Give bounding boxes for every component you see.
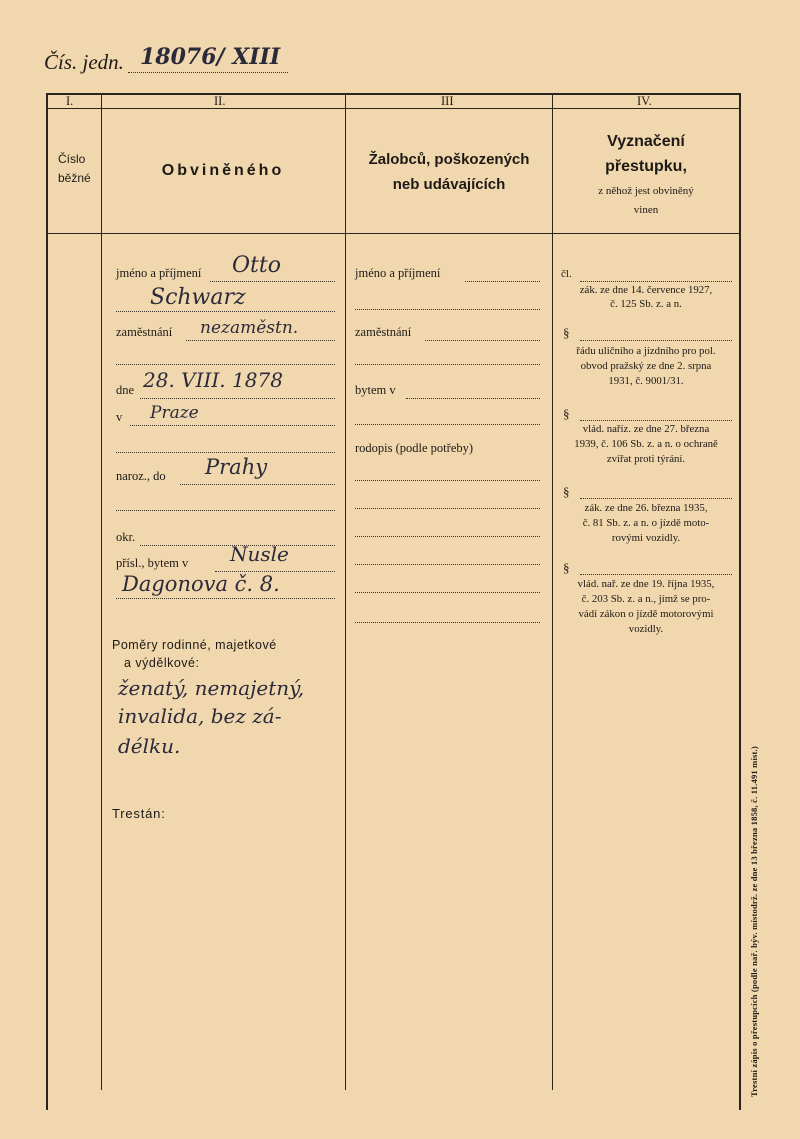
col3-header-line2: neb udávajících xyxy=(392,176,506,193)
born-label: naroz., do xyxy=(116,469,166,483)
punished-label: Trestán: xyxy=(112,806,166,821)
surname-value: Schwarz xyxy=(150,285,246,310)
place-value: Praze xyxy=(150,403,199,423)
col4-header-line2: přestupku, xyxy=(605,158,687,175)
residence-label: přísl., bytem v xyxy=(116,556,189,570)
offense-item3-line3: zvířat proti týrání. xyxy=(606,453,686,465)
place-label: v xyxy=(116,410,123,424)
born-value: Prahy xyxy=(205,455,268,479)
family-label-1: Poměry rodinné, majetkové xyxy=(112,638,277,652)
col3-header-line1: Žalobců, poškozených xyxy=(368,151,530,168)
col-numeral-4: IV. xyxy=(637,94,652,108)
family-label-2: a výdělkové: xyxy=(124,656,200,670)
col1-header-line2: běžné xyxy=(58,171,91,185)
employment-value: nezaměstn. xyxy=(200,318,299,338)
case-number-label: Čís. jedn. xyxy=(44,50,124,74)
offense-item1-line1: zák. ze dne 14. července 1927, xyxy=(579,284,713,296)
family-line-2: invalida, bez zá- xyxy=(118,704,282,728)
offense-item4-line2: č. 81 Sb. z. a n. o jízdě moto- xyxy=(582,517,710,529)
date-value: 28. VIII. 1878 xyxy=(143,368,283,392)
offense-item5-line1: vlád. nař. ze dne 19. října 1935, xyxy=(577,578,715,590)
offense-item5-line2: č. 203 Sb. z. a n., jímž se pro- xyxy=(581,593,711,605)
offense-item5-line3: vádí zákon o jízdě motorovými xyxy=(578,608,714,620)
offense-item3-line2: 1939, č. 106 Sb. z. a n. o ochraně xyxy=(574,438,718,450)
offense-item3-line1: vlád. naříz. ze dne 27. března xyxy=(582,423,710,435)
complainant-name-label: jméno a příjmení xyxy=(355,266,441,280)
complainant-employment-label: zaměstnání xyxy=(355,325,412,339)
offense-item2-line3: 1931, č. 9001/31. xyxy=(608,375,684,387)
offense-item2-line1: řádu uličního a jízdního pro pol. xyxy=(576,345,716,357)
col-numeral-3: III xyxy=(441,94,454,108)
pedigree-label: rodopis (podle potřeby) xyxy=(355,441,474,455)
case-number-line xyxy=(128,72,288,73)
margin-note: Trestní zápis o přestupcích (podle nař. býv. místodrž. ze dne 13 března 1858, č. 11.491 míst.) xyxy=(749,746,759,1097)
offense-item4-mark: § xyxy=(563,484,570,499)
name-label: jméno a příjmení xyxy=(116,266,202,280)
family-line-1: ženatý, nemajetný, xyxy=(118,676,305,700)
first-name-value: Otto xyxy=(232,253,281,278)
offense-item1-line2: č. 125 Sb. z. a n. xyxy=(610,298,682,310)
col4-header-line4: vinen xyxy=(633,204,659,216)
residence-street-value: Dagonova č. 8. xyxy=(122,572,280,596)
district-label: okr. xyxy=(116,530,136,544)
offense-item5-mark: § xyxy=(563,560,570,575)
col-numeral-2: II. xyxy=(214,94,226,108)
col-numeral-1: I. xyxy=(66,94,74,108)
family-line-3: délku. xyxy=(118,734,181,758)
col2-header: Obviněného xyxy=(161,162,285,179)
date-label: dne xyxy=(116,383,135,397)
col4-header-line1: Vyznačení xyxy=(607,133,685,150)
offense-item4-line3: rovými vozidly. xyxy=(611,532,681,544)
offense-item2-mark: § xyxy=(563,325,570,340)
offense-item1-mark: čl. xyxy=(561,268,572,280)
offense-item5-line4: vozidly. xyxy=(628,623,664,635)
complainant-residence-label: bytem v xyxy=(355,383,396,397)
offense-item4-line1: zák. ze dne 26. března 1935, xyxy=(584,502,708,514)
col4-header-line3: z něhož jest obviněný xyxy=(598,185,694,197)
residence-city-value: Nusle xyxy=(230,542,289,566)
case-number-value: 18076/ XIII xyxy=(140,44,281,70)
offense-item3-mark: § xyxy=(563,406,570,421)
employment-label: zaměstnání xyxy=(116,325,173,339)
col1-header-line1: Číslo xyxy=(58,152,86,166)
offense-item2-line2: obvod pražský ze dne 2. srpna xyxy=(580,360,712,372)
